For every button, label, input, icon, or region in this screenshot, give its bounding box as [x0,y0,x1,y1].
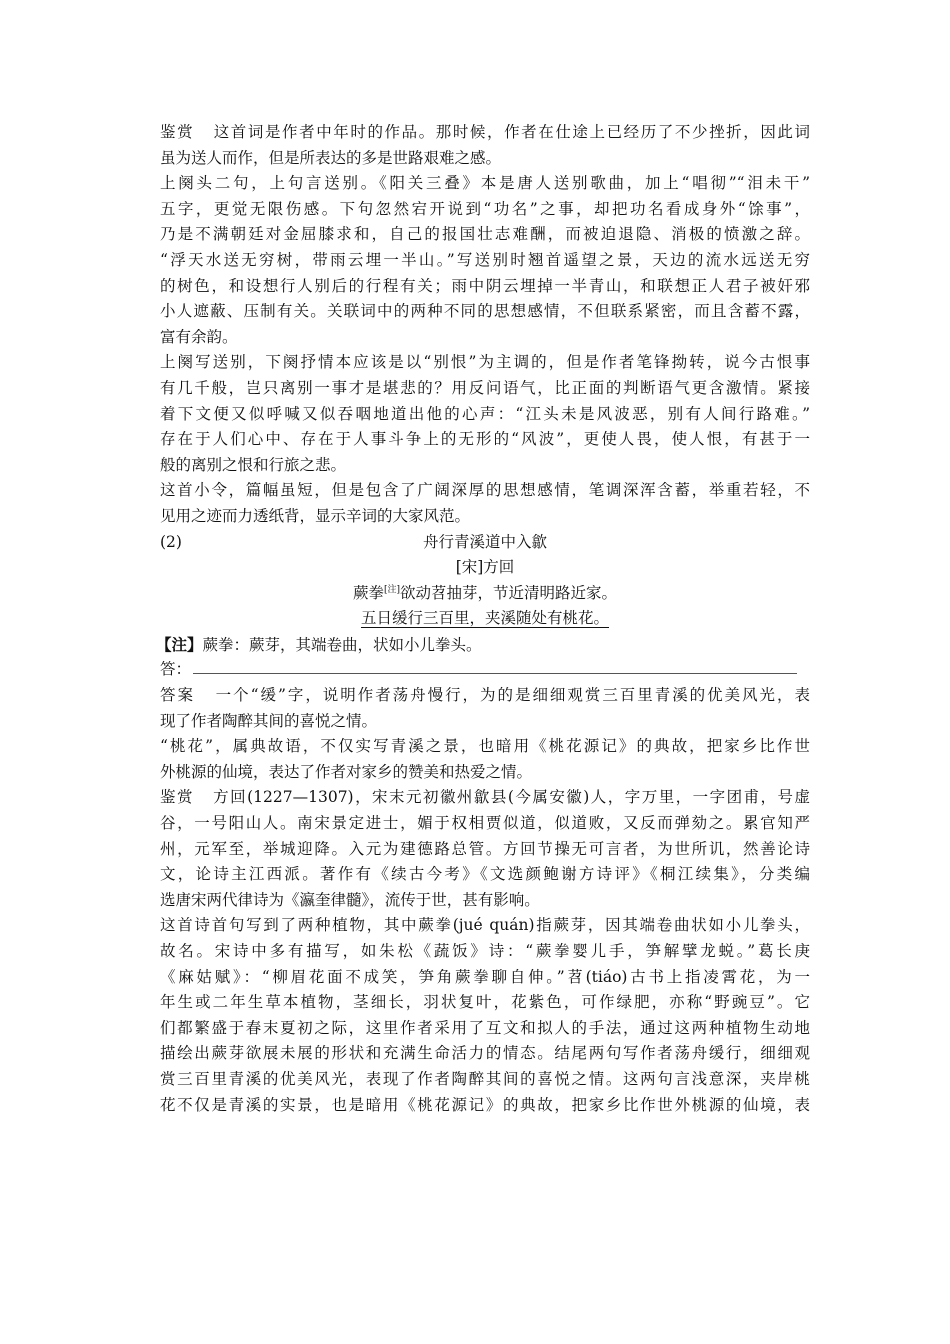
answer-prompt: 答： [160,660,192,679]
text-line: 这首诗首句写到了两种植物，其中蕨拳(jué quán)指蕨芽，因其端卷曲状如小儿拳头， [160,916,810,935]
text-line: “浮天水送无穷树，带雨云埋一半山。”写送别时翘首遥望之景，天边的流水远送无穷 [160,250,810,269]
text-line: 选唐宋两代律诗为《瀛奎律髓》，流传于世，甚有影响。 [160,890,540,909]
text-line: 州，元军至，举城迎降。入元为建德路总管。方回节操无可言者，为世所讥，然善论诗 [160,839,810,858]
text-line: 鉴赏 这首词是作者中年时的作品。那时候，作者在仕途上已经历了不少挫折，因此词 [160,123,810,141]
poem-line-1: 蕨拳[注]欲动苕抽芽，节近清明路近家。 [352,583,618,602]
text-line: 五字，更觉无限伤感。下句忽然宕开说到“功名”之事，却把功名看成身外“馀事”， [160,199,810,218]
text-line: 外桃源的仙境，表达了作者对家乡的赞美和热爱之情。 [160,762,533,781]
answer-section [160,683,810,785]
text-line: 小人遮蔽、压制有关。关联词中的两种不同的思想感情，不但联系紧密，而且含蓄不露， [160,302,810,321]
text-line: 文，论诗主江西派。著作有《续古今考》《文选颜鲍谢方诗评》《桐江续集》，分类编 [160,865,810,884]
text-line: 描绘出蕨芽欲展未展的形状和充满生命活力的情态。结尾两句写作者荡舟缓行，细细观 [160,1044,810,1063]
poem-section [156,530,810,684]
poem-note: 【注】蕨拳：蕨芽，其端卷曲，状如小儿拳头。 [156,634,482,654]
document-page [156,120,810,1118]
text-line: 般的离别之恨和行旅之悲。 [160,455,347,474]
text-line: 存在于人们心中、存在于人事斗争上的无形的“风波”，更使人畏，使人恨，有甚于一 [160,430,810,449]
text-line: 这首小令，篇幅虽短，但是包含了广阔深厚的思想感情，笔调深浑含蓄，举重若轻，不 [160,481,810,500]
text-line: 现了作者陶醉其间的喜悦之情。 [160,711,378,730]
poem-author: [宋]方回 [455,558,515,577]
text-line: 年生或二年生草本植物，茎细长，羽状复叶，花紫色，可作绿肥，亦称“野豌豆”。它 [160,993,810,1012]
footnote-marker: [注] [383,584,401,595]
note-mark: 【注】 [156,634,203,654]
text-line: 答案 一个“缓”字，说明作者荡舟慢行，为的是细细观赏三百里青溪的优美风光，表 [160,686,810,705]
text-line: 《麻姑赋》：“柳眉花面不成笑，笋角蕨拳聊自伸。”苕(tiáo)古书上指凌霄花，为一 [160,967,810,986]
answer-prompt-line [160,657,810,683]
text-line: 上阕头二句，上句言送别。《阳关三叠》本是唐人送别歌曲，加上“唱彻”“泪未干” [160,174,810,193]
text-line: 谷，一号阳山人。南宋景定进士，媚于权相贾似道，似道败，又反而弹劾之。累官知严 [160,814,810,833]
poem-line-2 [160,606,810,632]
text-line: 有几千般，岂只离别一事才是堪悲的？用反问语气，比正面的判断语气更含激情。紧接 [160,378,810,397]
appreciation-section-1 [160,120,810,530]
text-line: 鉴赏 方回(1227—1307)，宋末元初徽州歙县(今属安徽)人，字万里，一字团甫，号虚 [160,788,810,807]
poem-title-line [160,530,810,556]
question-number: (2) [160,532,182,551]
text-line: 们都繁盛于春末夏初之际，这里作者采用了互文和拟人的手法，通过这两种植物生动地 [160,1018,810,1037]
answer-blank-field[interactable] [193,657,797,674]
text-line: 着下文便又似呼喊又似吞咽地道出他的心声：“江头未是风波恶，别有人间行路难。” [160,404,810,423]
text-line: 见用之迹而力透纸背，显示辛词的大家风范。 [160,506,471,525]
text-line: 上阕写送别，下阕抒情本应该是以“别恨”为主调的，但是作者笔锋拗转，说今古恨事 [160,353,810,372]
text-line: “桃花”，属典故语，不仅实写青溪之景，也暗用《桃花源记》的典故，把家乡比作世 [160,737,810,756]
text-line: 故名。宋诗中多有描写，如朱松《蔬饭》诗：“蕨拳婴儿手，笋解擘龙蜕。”葛长庚 [160,942,810,960]
answer-label: 答案 [160,686,195,705]
text-line: 富有余韵。 [160,327,238,346]
underlined-verse: 五日缓行三百里，夹溪随处有桃花。 [360,609,609,628]
appreciation-label: 鉴赏 [160,788,194,807]
text-line: 赏三百里青溪的优美风光，表现了作者陶醉其间的喜悦之情。这两句言浅意深，夹岸桃 [160,1069,810,1088]
text-line: 虽为送人而作，但是所表达的多是世路艰难之感。 [160,148,502,167]
appreciation-section-2 [160,785,810,1118]
text-line: 乃是不满朝廷对金屈膝求和，自己的报国壮志难酬，而被迫退隐、消极的愤激之辞。 [160,225,810,244]
appreciation-label: 鉴赏 [160,123,195,141]
text-line: 花不仅是青溪的实景，也是暗用《桃花源记》的典故，把家乡比作世外桃源的仙境，表 [160,1095,810,1114]
text-line: 的树色，和设想行人别后的行程有关；雨中阴云埋掉一半青山，和联想正人君子被奸邪 [160,276,810,295]
poem-title: 舟行青溪道中入歙 [422,532,547,551]
